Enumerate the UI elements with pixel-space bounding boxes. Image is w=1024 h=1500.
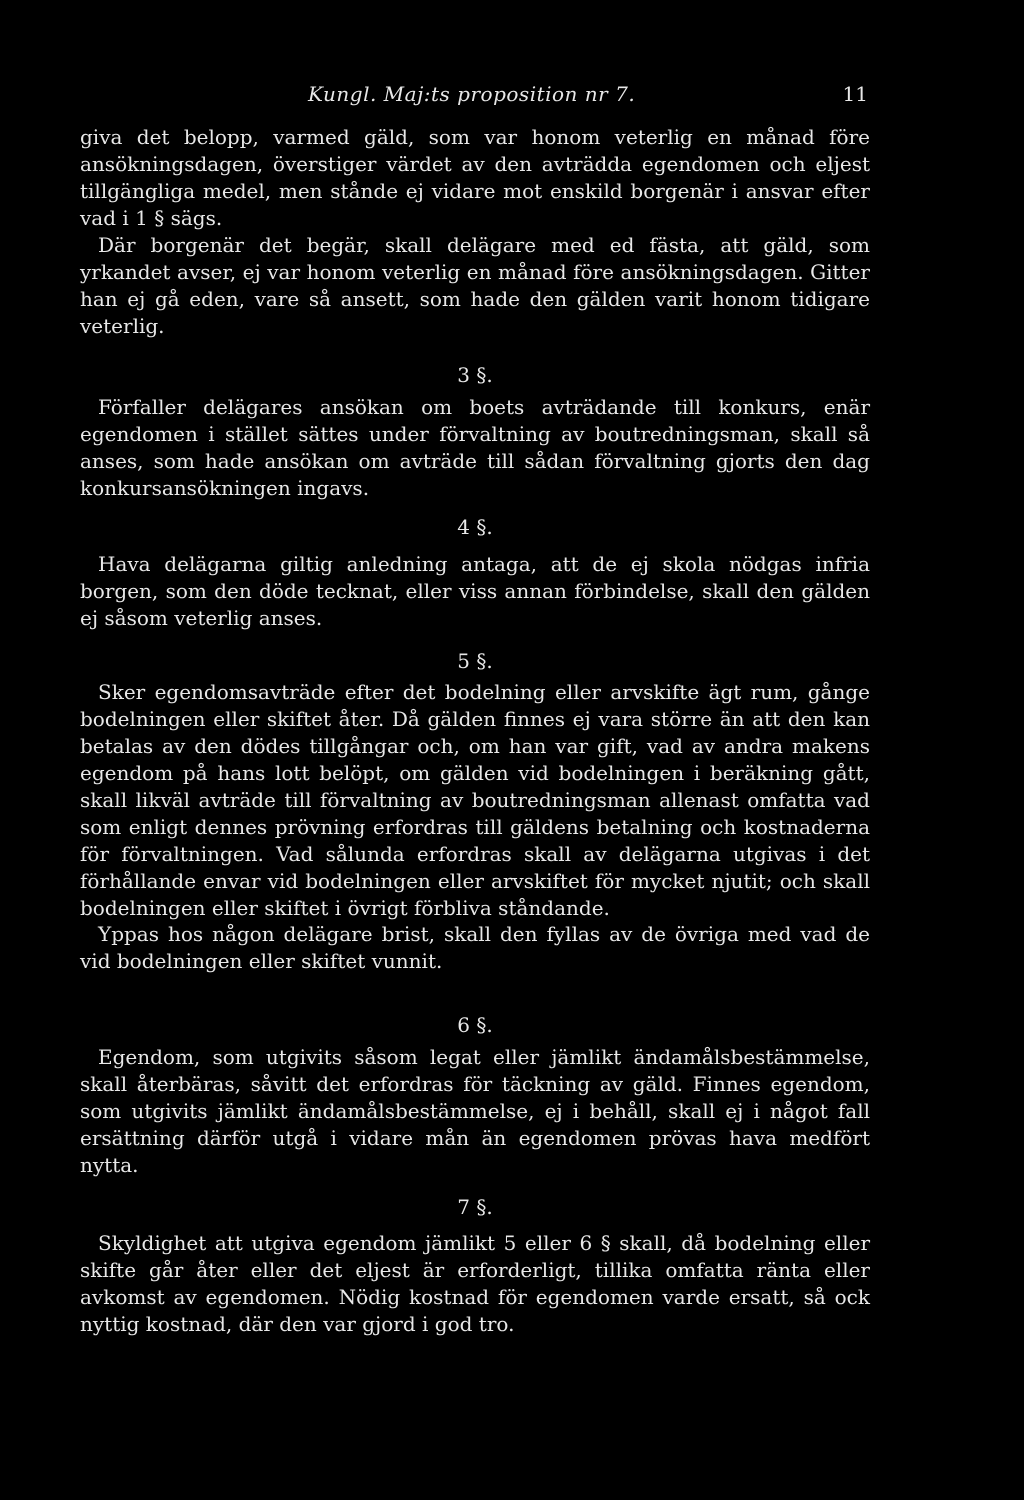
paragraph-oath: Där borgenär det begär, skall delägare med ed fästa, att gäld, som yrkandet avser, ej var honom veterlig en månad före ansökningsdagen. Gitter han ej gå eden, vare så ansett, som hade den gälden varit honom tidigare veterlig. — [80, 233, 870, 338]
paragraph-section-5: Sker egendomsavträde efter det bodelning eller arvskifte ägt rum, gånge bodelningen eller skiftet åter. Då gälden finnes ej vara större än att den kan betalas av den dödes tillgångar och, om han var gift, vad av andra makens egendom på hans lott belöpt, om gälden vid bodelningen i beräkning gått, skall likväl avträde till förvaltning av boutredningsman allenast omfatta vad som enligt dennes prövning erfordras till gäldens betalning och kostnaderna för förvaltningen. Vad sålunda erfordras skall av delägarna utgivas i det förhållande envar vid bodelningen eller arvskiftet för mycket njutit; och skall bodelningen eller skiftet i övrigt förbliva ståndande. — [80, 680, 870, 920]
section-heading-5: 5 §. — [457, 649, 493, 673]
page-number: 11 — [842, 82, 868, 106]
section-heading-4: 4 §. — [457, 515, 493, 539]
paragraph-continuation: giva det belopp, varmed gäld, som var honom veterlig en månad före ansökningsdagen, överstiger värdet av den avträdda egendomen och eljest tillgängliga medel, men stånde ej vidare mot enskild borgenär i ansvar efter vad i 1 § sägs. — [80, 125, 870, 230]
page-header — [80, 82, 870, 112]
paragraph-section-5-shortfall: Yppas hos någon delägare brist, skall den fyllas av de övriga med vad de vid bodelningen eller skiftet vunnit. — [80, 922, 870, 973]
section-heading-3: 3 §. — [457, 363, 493, 387]
paragraph-section-4: Hava delägarna giltig anledning antaga, att de ej skola nödgas infria borgen, som den döde tecknat, eller viss annan förbindelse, skall den gälden ej såsom veterlig anses. — [80, 552, 870, 630]
paragraph-section-6: Egendom, som utgivits såsom legat eller jämlikt ändamålsbestämmelse, skall återbäras, såvitt det erfordras för täckning av gäld. Finnes egendom, som utgivits jämlikt ändamålsbestämmelse, ej i behåll, skall ej i något fall ersättning därför utgå i vidare mån än egendomen prövas hava medfört nytta. — [80, 1045, 870, 1177]
paragraph-section-3: Förfaller delägares ansökan om boets avträdande till konkurs, enär egendomen i stället sättes under förvaltning av boutredningsman, skall så anses, som hade ansökan om avträde till sådan förvaltning gjorts den dag konkursansökningen ingavs. — [80, 395, 870, 500]
section-heading-7: 7 §. — [457, 1195, 493, 1219]
paragraph-section-7: Skyldighet att utgiva egendom jämlikt 5 eller 6 § skall, då bodelning eller skifte går åter eller det eljest är erforderligt, tillika omfatta ränta eller avkomst av egendomen. Nödig kostnad för egendomen varde ersatt, så ock nyttig kostnad, där den var gjord i god tro. — [80, 1231, 870, 1336]
section-heading-6: 6 §. — [457, 1013, 493, 1037]
running-title: Kungl. Maj:ts proposition nr 7. — [308, 82, 636, 106]
